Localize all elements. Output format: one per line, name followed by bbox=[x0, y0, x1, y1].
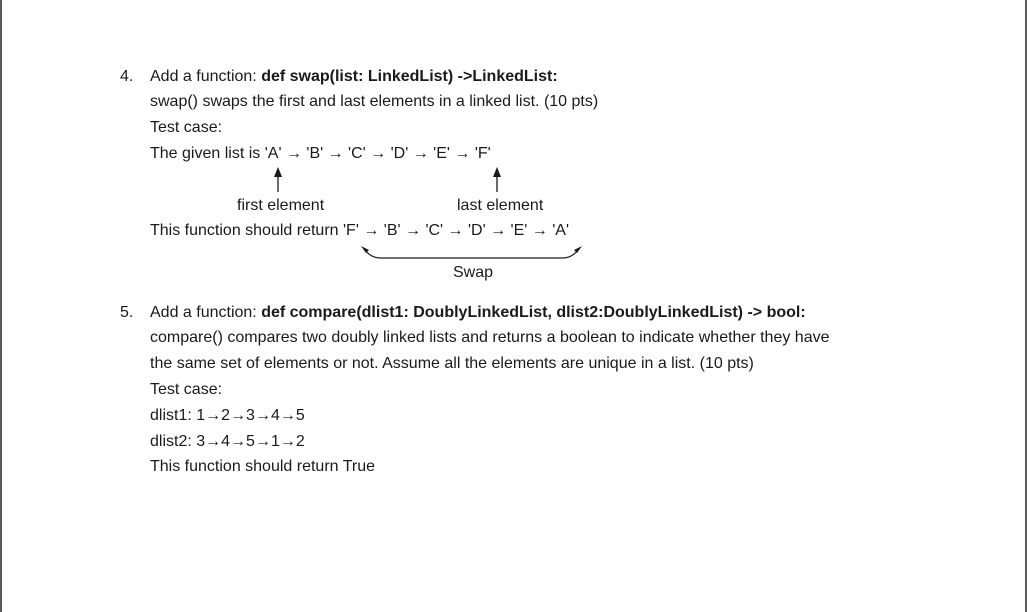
q4-expected: This function should return 'F' → 'B' → 'C' → 'D' → 'E' → 'A' bbox=[150, 222, 569, 239]
q4-test-case-label: Test case: bbox=[150, 119, 223, 136]
q4-prefix: Add a function: bbox=[150, 68, 262, 85]
q5-test-case-label: Test case: bbox=[150, 381, 223, 398]
q5-prefix: Add a function: bbox=[150, 304, 262, 321]
last-element-arrow bbox=[493, 167, 501, 192]
swap-label: Swap bbox=[453, 264, 494, 281]
q5-dlist2: dlist2: 3→4→5→1→2 bbox=[150, 433, 305, 450]
q5-description-line1: compare() compares two doubly linked lists and returns a boolean to indicate whether they have bbox=[150, 329, 830, 346]
q4-number: 4. bbox=[120, 68, 134, 85]
swap-bracket-arrow bbox=[361, 246, 582, 258]
q5-heading bbox=[150, 303, 806, 323]
q4-signature: def swap(list: LinkedList) ->LinkedList: bbox=[261, 68, 558, 85]
q5-dlist1: dlist1: 1→2→3→4→5 bbox=[150, 407, 305, 424]
q5-expected: This function should return True bbox=[150, 458, 376, 475]
first-element-arrow bbox=[274, 167, 282, 192]
last-element-label: last element bbox=[457, 197, 544, 214]
q4-given-list: The given list is 'A' → 'B' → 'C' → 'D' → 'E' → 'F' bbox=[150, 145, 491, 162]
q5-number: 5. bbox=[120, 304, 134, 321]
first-element-label: first element bbox=[237, 197, 325, 214]
q5-signature: def compare(dlist1: DoublyLinkedList, dlist2:DoublyLinkedList) -> bool: bbox=[261, 304, 806, 321]
q4-description: swap() swaps the first and last elements in a linked list. (10 pts) bbox=[150, 93, 599, 110]
q5-description-line2: the same set of elements or not. Assume all the elements are unique in a list. (10 pts) bbox=[150, 355, 754, 372]
